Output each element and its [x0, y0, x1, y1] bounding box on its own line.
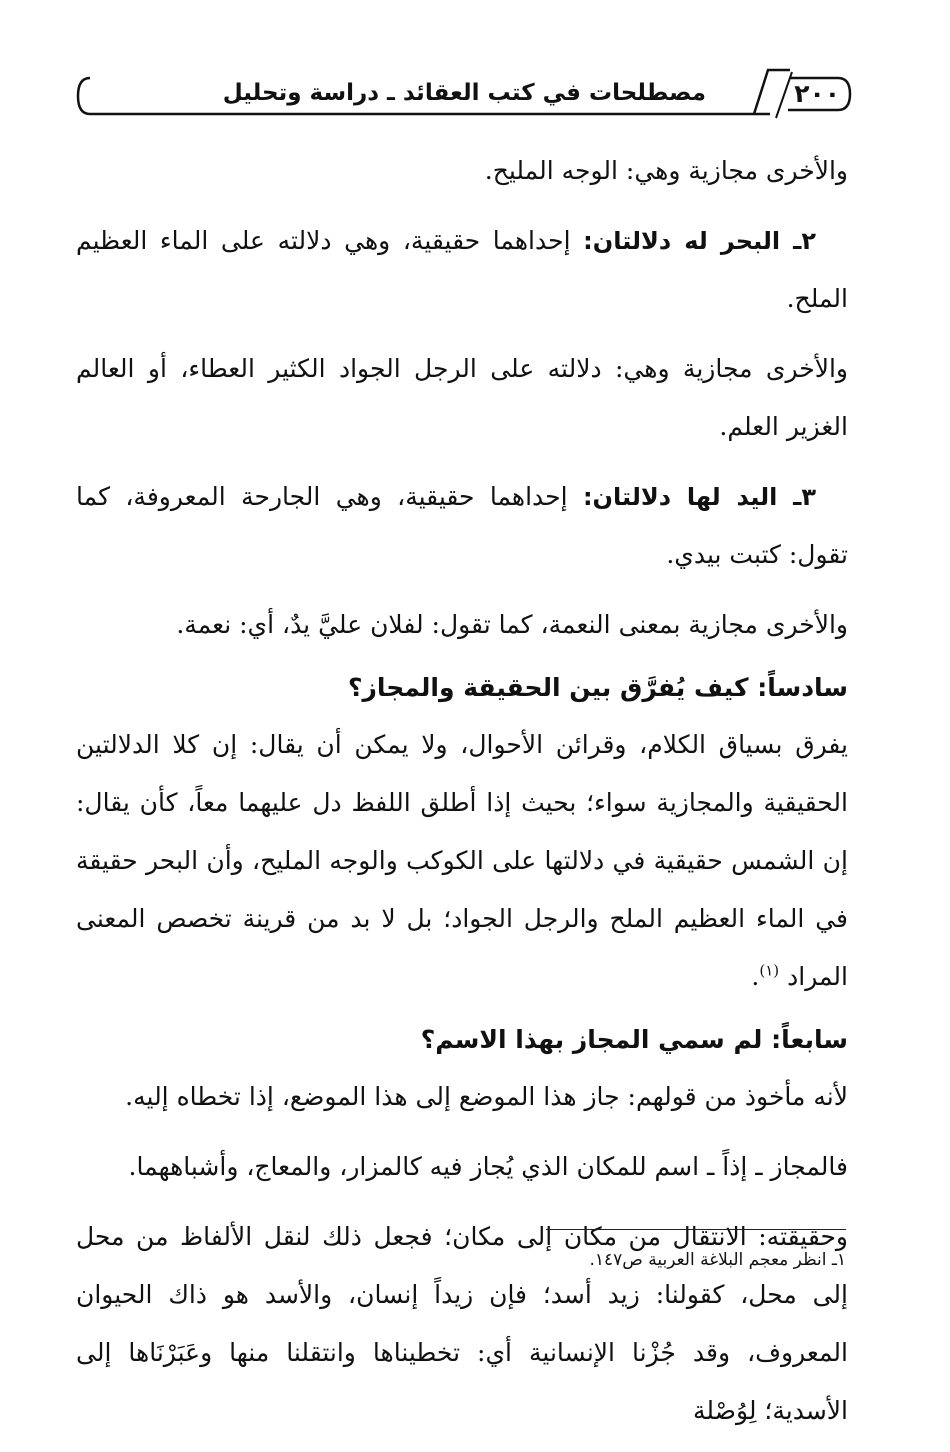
footnote: ١ـ انظر معجم البلاغة العربية ص١٤٧. [589, 1250, 846, 1270]
paragraph: فالمجاز ـ إذاً ـ اسم للمكان الذي يُجاز فيه كالمزار، والمعاج، وأشباههما. [128, 1152, 848, 1181]
section-heading: سادساً: كيف يُفرَّق بين الحقيقة والمجاز؟ [347, 673, 848, 702]
footnote-ref[interactable]: (١) [759, 961, 780, 980]
paragraph: لأنه مأخوذ من قولهم: جاز هذا الموضع إلى هذا الموضع، إذا تخطاه إليه. [125, 1082, 848, 1111]
section-heading: سابعاً: لم سمي المجاز بهذا الاسم؟ [420, 1025, 848, 1054]
paragraph: وحقيقته: الانتقال من مكان إلى مكان؛ فجعل ذلك لنقل الألفاظ من محل إلى محل، كقولنا: زيد أسد؛ فإن زيداً إنسان، والأسد هو ذاك الحيوان المعروف، وقد جُزْنا الإنسانية أي: تخطيناها وانتقلنا منها وعَبَرْنَاها إلى الأسدية؛ لِوُصْلة [76, 1222, 849, 1425]
paragraph: ٢ـ البحر له دلالتان: إحداهما حقيقية، وهي دلالته على الماء العظيم الملح. [76, 226, 848, 313]
term-lead: ٣ـ اليد لها دلالتان: [582, 483, 817, 511]
paragraph: والأخرى مجازية وهي: الوجه المليح. [484, 156, 848, 185]
book-title: مصطلحات في كتب العقائد ـ دراسة وتحليل [222, 80, 706, 106]
page-number: ٢٠٠ [794, 79, 840, 108]
paragraph: ٣ـ اليد لها دلالتان: إحداهما حقيقية، وهي الجارحة المعروفة، كما تقول: كتبت بيدي. [76, 482, 848, 569]
paragraph: يفرق بسياق الكلام، وقرائن الأحوال، ولا يمكن أن يقال: إن كلا الدلالتين الحقيقية والمجازية سواء؛ بحيث إذا أطلق اللفظ دل عليهما معاً، كأن يقال: إن الشمس حقيقية في دلالتها على الكوكب والوجه المليح، وأن البحر حقيقة في الماء العظيم الملح والرجل الجواد؛ بل لا بد من قرينة تخصص المعنى المراد $^{(١)}$. [76, 730, 848, 991]
page-header [76, 66, 854, 124]
paragraph: والأخرى مجازية وهي: دلالته على الرجل الجواد الكثير العطاء، أو العالم الغزير العلم. [76, 354, 848, 441]
paragraph: والأخرى مجازية بمعنى النعمة، كما تقول: لفلان عليَّ يدٌ، أي: نعمة. [176, 610, 848, 639]
footnote-separator [546, 1229, 846, 1230]
term-lead: ٢ـ البحر له دلالتان: [583, 227, 816, 255]
